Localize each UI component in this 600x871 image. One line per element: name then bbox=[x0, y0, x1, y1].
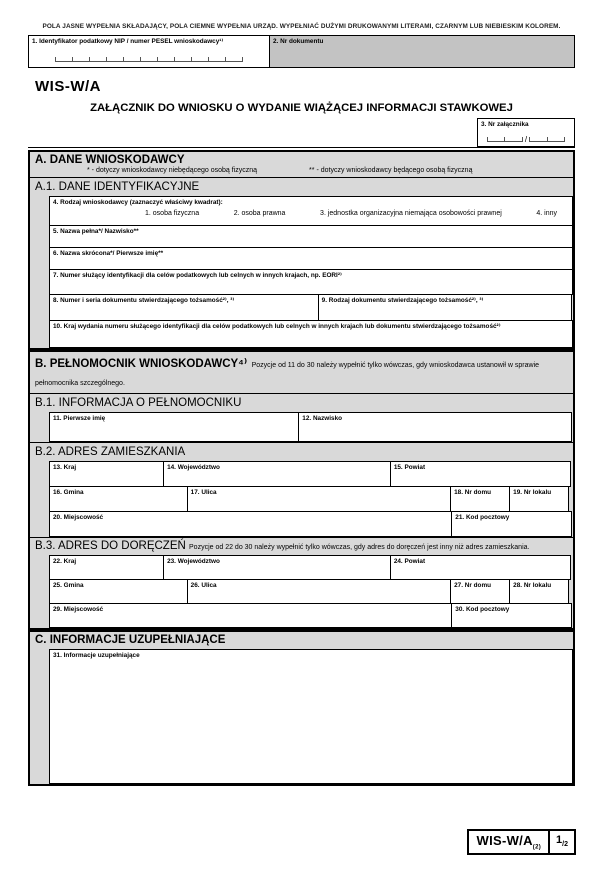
field-17-label: 17. Ulica bbox=[190, 489, 217, 496]
section-c-fields bbox=[30, 649, 573, 784]
section-b1-title: B.1. INFORMACJA O PEŁNOMOCNIKU bbox=[30, 393, 573, 412]
field-4-rodzaj-wnioskodawcy[interactable] bbox=[49, 196, 573, 226]
nip-pesel-field[interactable] bbox=[28, 35, 270, 68]
field-13-label: 13. Kraj bbox=[53, 464, 77, 471]
field-30-label: 30. Kod pocztowy bbox=[455, 606, 510, 613]
field-8-numer-dokumentu-tozsamosci[interactable] bbox=[49, 294, 319, 321]
field-20-miejscowosc[interactable] bbox=[49, 511, 452, 537]
field-9-rodzaj-dokumentu-tozsamosci[interactable] bbox=[318, 294, 572, 321]
field-6-label: 6. Nazwa skrócona*/ Pierwsze imię** bbox=[53, 250, 164, 257]
nr-zalacznika-digit-line[interactable] bbox=[487, 137, 565, 142]
field-23-wojewodztwo[interactable] bbox=[163, 555, 391, 580]
form-code-title: WIS-W/A bbox=[35, 78, 101, 95]
note-double-asterisk: ** - dotyczy wnioskodawcy będącego osobą fizyczną bbox=[309, 167, 473, 174]
field-11-pierwsze-imie[interactable] bbox=[49, 412, 299, 442]
section-b3-title: B.3. ADRES DO DORĘCZEŃ bbox=[35, 540, 186, 552]
field-5-nazwa-pelna[interactable] bbox=[49, 225, 573, 248]
field-10-label: 10. Kraj wydania numeru służącego identyfikacji dla celów podatkowych lub celnych w innych krajach lub dokumentu stwierdzającego tożsamość²⁾ bbox=[53, 323, 501, 330]
field-24-label: 24. Powiat bbox=[393, 558, 426, 565]
option-osoba-prawna[interactable]: 2. osoba prawna bbox=[233, 210, 286, 218]
page-title: ZAŁĄCZNIK DO WNIOSKU O WYDANIE WIĄŻĄCEJ INFORMACJI STAWKOWEJ bbox=[90, 102, 513, 114]
nip-pesel-label: 1. Identyfikator podatkowy NIP / numer PESEL wnioskodawcy¹⁾ bbox=[32, 38, 224, 45]
field-16-gmina[interactable] bbox=[49, 486, 188, 512]
field-25-label: 25. Gmina bbox=[53, 582, 84, 589]
section-b3-fields bbox=[30, 555, 573, 628]
nr-zalacznika-field[interactable] bbox=[477, 118, 575, 147]
field-18-nr-domu[interactable] bbox=[450, 486, 510, 512]
field-14-label: 14. Województwo bbox=[167, 464, 220, 471]
field-26-label: 26. Ulica bbox=[190, 582, 217, 589]
field-4-options bbox=[145, 210, 557, 217]
field-28-label: 28. Nr lokalu bbox=[513, 582, 552, 589]
field-18-label: 18. Nr domu bbox=[454, 489, 492, 496]
nr-dokumentu-field bbox=[270, 35, 575, 68]
footer-form-code bbox=[469, 831, 549, 853]
slash-separator: / bbox=[524, 135, 528, 144]
section-b3-desc: Pozycje od 22 do 30 należy wypełnić tylko wówczas, gdy adres do doręczeń jest inny niż adres zamieszkania. bbox=[189, 544, 530, 551]
attachment-number-row bbox=[28, 116, 575, 147]
field-5-label: 5. Nazwa pełna*/ Nazwisko** bbox=[53, 228, 139, 235]
option-osoba-fizyczna[interactable]: 1. osoba fizyczna bbox=[145, 210, 200, 218]
section-c bbox=[28, 630, 575, 786]
section-a1-title: A.1. DANE IDENTYFIKACYJNE bbox=[30, 177, 573, 196]
note-single-asterisk: * - dotyczy wnioskodawcy niebędącego osobą fizyczną bbox=[87, 167, 258, 174]
option-inny[interactable]: 4. inny bbox=[536, 210, 557, 218]
field-27-nr-domu[interactable] bbox=[450, 579, 510, 604]
section-c-title: C. INFORMACJE UZUPEŁNIAJĄCE bbox=[35, 634, 226, 646]
field-10-kraj-wydania[interactable] bbox=[49, 320, 573, 348]
field-21-kod-pocztowy[interactable] bbox=[451, 511, 572, 537]
field-17-ulica[interactable] bbox=[187, 486, 452, 512]
footer-page-number bbox=[548, 831, 574, 853]
field-22-label: 22. Kraj bbox=[53, 558, 77, 565]
field-11-label: 11. Pierwsze imię bbox=[53, 415, 106, 422]
field-15-powiat[interactable] bbox=[390, 461, 571, 487]
field-16-label: 16. Gmina bbox=[53, 489, 84, 496]
section-b-title: B. PEŁNOMOCNIK WNIOSKODAWCY⁴⁾ bbox=[35, 358, 248, 370]
section-b-header bbox=[30, 352, 573, 393]
section-a1-fields bbox=[30, 196, 573, 348]
field-27-label: 27. Nr domu bbox=[454, 582, 492, 589]
section-b-desc: Pozycje od 11 do 30 należy wypełnić tylko wówczas, gdy wnioskodawca ustanowił w sprawie pełnomocnika szczególnego. bbox=[35, 362, 540, 387]
field-15-label: 15. Powiat bbox=[393, 464, 426, 471]
divider-line bbox=[28, 147, 575, 148]
field-12-nazwisko[interactable] bbox=[298, 412, 572, 442]
field-28-nr-lokalu[interactable] bbox=[509, 579, 569, 604]
field-7-label: 7. Numer służący identyfikacji dla celów podatkowych lub celnych w innych krajach, np. EORI²⁾ bbox=[53, 272, 342, 279]
field-8-label: 8. Numer i seria dokumentu stwierdzającego tożsamość²⁾, ³⁾ bbox=[53, 297, 235, 304]
footer-page-current: 1 bbox=[556, 834, 563, 846]
field-7-numer-eori[interactable] bbox=[49, 269, 573, 295]
nr-dokumentu-label: 2. Nr dokumentu bbox=[273, 38, 324, 45]
footer-page-total: /2 bbox=[562, 841, 568, 849]
footer-form-code-box bbox=[467, 829, 576, 855]
field-20-label: 20. Miejscowość bbox=[53, 514, 104, 521]
section-a bbox=[28, 150, 575, 350]
field-31-label: 31. Informacje uzupełniające bbox=[53, 652, 140, 659]
section-b1-fields bbox=[30, 412, 573, 442]
field-6-nazwa-skrocona[interactable] bbox=[49, 247, 573, 270]
field-14-wojewodztwo[interactable] bbox=[163, 461, 391, 487]
footer-code-text: WIS-W/A bbox=[476, 833, 533, 848]
form-page bbox=[28, 23, 575, 786]
field-9-label: 9. Rodzaj dokumentu stwierdzającego tożsamość²⁾, ³⁾ bbox=[321, 297, 484, 304]
nip-digit-line[interactable] bbox=[55, 57, 243, 62]
field-29-label: 29. Miejscowość bbox=[53, 606, 104, 613]
section-b3-header bbox=[30, 537, 573, 555]
section-b2-fields bbox=[30, 461, 573, 537]
option-jednostka-organizacyjna[interactable]: 3. jednostka organizacyjna niemająca osobowości prawnej bbox=[320, 210, 502, 218]
section-b2-title: B.2. ADRES ZAMIESZKANIA bbox=[30, 442, 573, 461]
section-a-notes bbox=[30, 166, 573, 177]
field-31-informacje-uzupelniajace[interactable] bbox=[49, 649, 573, 784]
top-instruction: POLA JASNE WYPEŁNIA SKŁADAJĄCY, POLA CIEMNE WYPEŁNIA URZĄD. WYPEŁNIAĆ DUŻYMI DRUKOWANYMI LITERAMI, CZARNYM LUB NIEBIESKIM KOLOREM. bbox=[42, 23, 561, 30]
field-23-label: 23. Województwo bbox=[167, 558, 220, 565]
field-24-powiat[interactable] bbox=[390, 555, 571, 580]
field-12-label: 12. Nazwisko bbox=[302, 415, 343, 422]
field-19-nr-lokalu[interactable] bbox=[509, 486, 569, 512]
field-19-label: 19. Nr lokalu bbox=[513, 489, 552, 496]
field-21-label: 21. Kod pocztowy bbox=[455, 514, 510, 521]
field-30-kod-pocztowy[interactable] bbox=[451, 603, 572, 628]
header-id-row bbox=[28, 35, 575, 68]
field-22-kraj[interactable] bbox=[49, 555, 164, 580]
nr-zalacznika-label: 3. Nr załącznika bbox=[481, 121, 529, 128]
section-b bbox=[28, 350, 575, 630]
section-a-title: A. DANE WNIOSKODAWCY bbox=[35, 154, 185, 166]
field-4-label: 4. Rodzaj wnioskodawcy (zaznaczyć właściwy kwadrat): bbox=[53, 199, 223, 206]
field-25-gmina[interactable] bbox=[49, 579, 188, 604]
field-26-ulica[interactable] bbox=[187, 579, 452, 604]
field-29-miejscowosc[interactable] bbox=[49, 603, 452, 628]
footer-code-sub: (2) bbox=[532, 844, 542, 851]
field-13-kraj[interactable] bbox=[49, 461, 164, 487]
